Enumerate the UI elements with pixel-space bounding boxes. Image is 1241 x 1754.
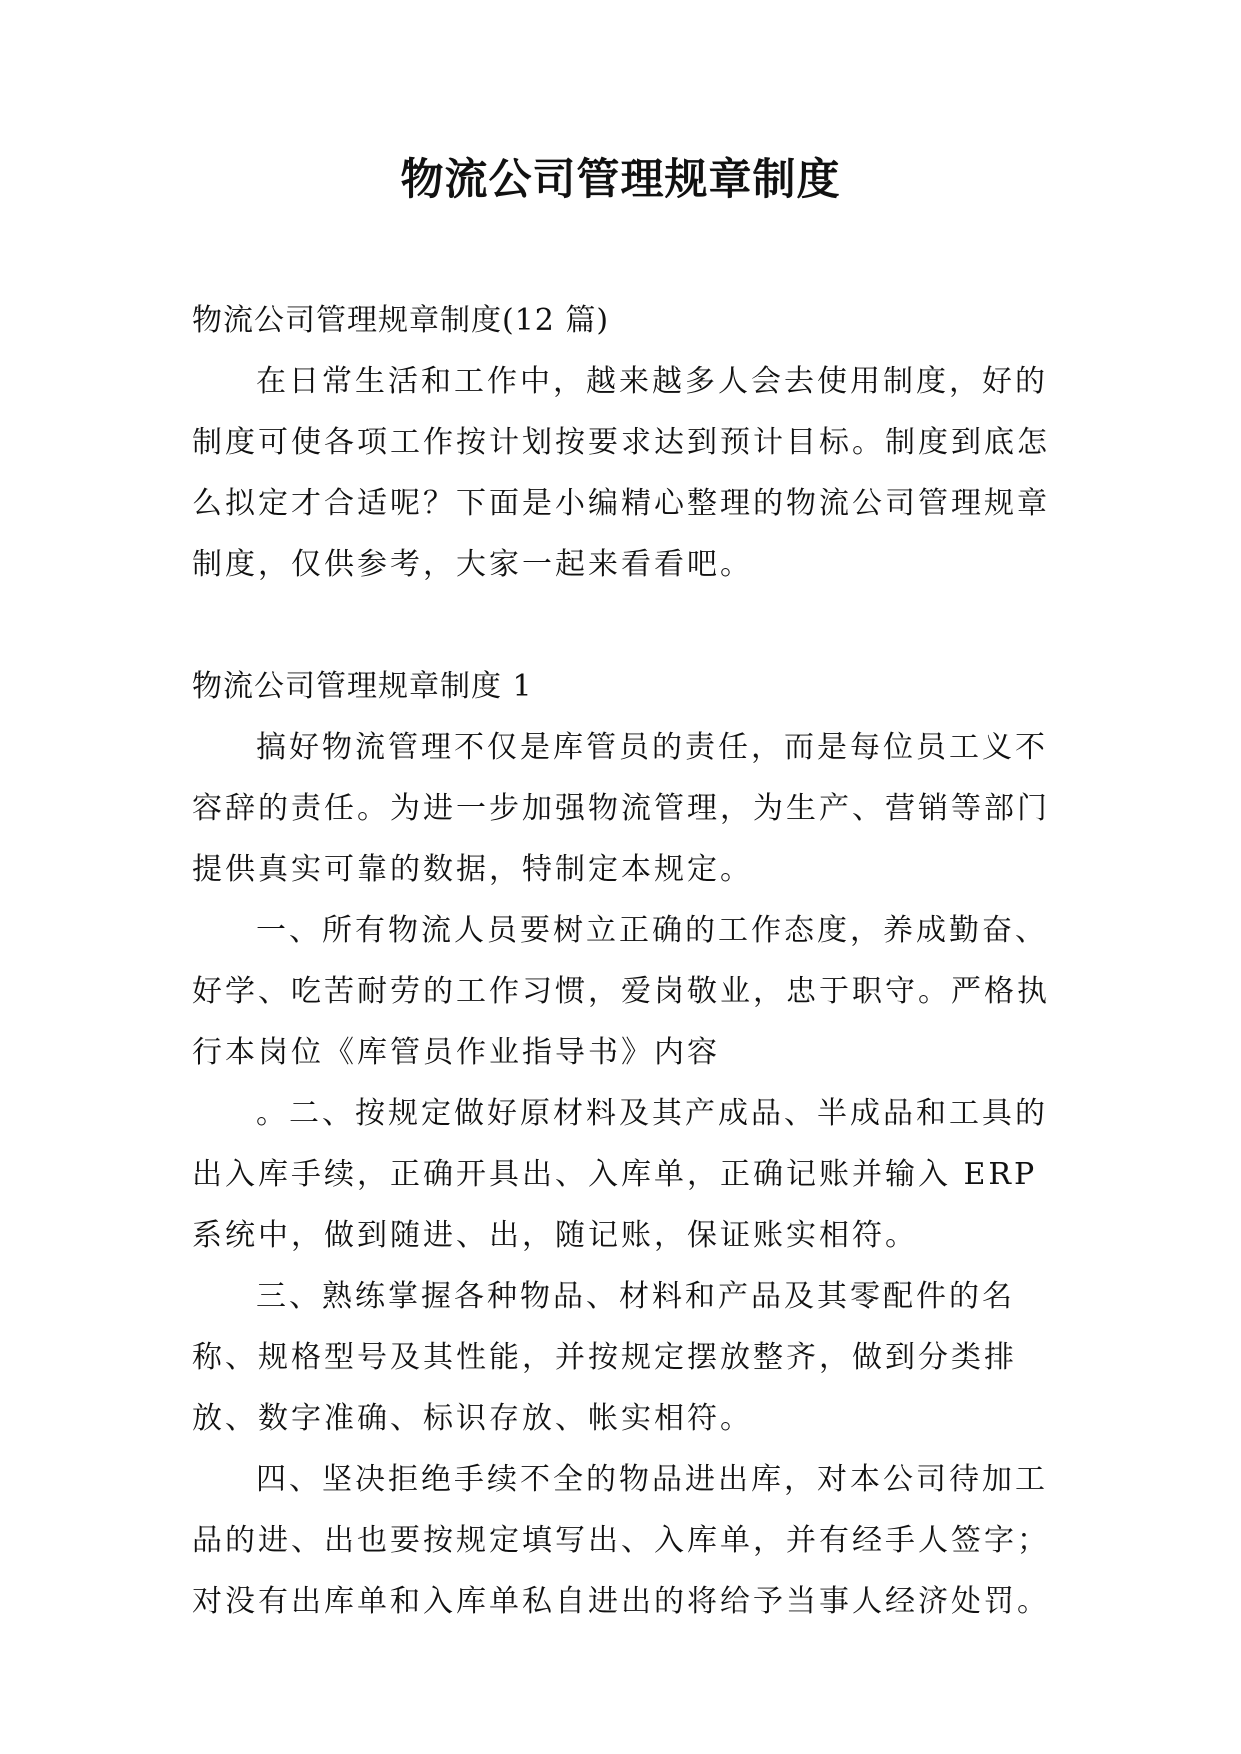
section-paragraph-5: 四、坚决拒绝手续不全的物品进出库，对本公司待加工品的进、出也要按规定填写出、入库单，并有经手人签字；对没有出库单和入库单私自进出的将给予当事人经济处罚。 [192, 1462, 1050, 1619]
document-subtitle: 物流公司管理规章制度(12 篇) [192, 303, 610, 338]
section-paragraph-2: 一、所有物流人员要树立正确的工作态度，养成勤奋、好学、吃苦耐劳的工作习惯，爱岗敬业，忠于职守。严格执行本岗位《库管员作业指导书》内容 [192, 913, 1050, 1070]
section-paragraph-4: 三、熟练掌握各种物品、材料和产品及其零配件的名称、规格型号及其性能，并按规定摆放整齐，做到分类排放、数字准确、标识存放、帐实相符。 [192, 1279, 1017, 1436]
intro-paragraph: 在日常生活和工作中，越来越多人会去使用制度，好的制度可使各项工作按计划按要求达到预计目标。制度到底怎么拟定才合适呢？下面是小编精心整理的物流公司管理规章制度，仅供参考，大家一起来看看吧。 [192, 364, 1050, 582]
document-title: 物流公司管理规章制度 [400, 155, 841, 205]
section-heading: 物流公司管理规章制度 1 [192, 669, 533, 704]
section-spacer [192, 595, 1058, 656]
section-paragraph-1: 搞好物流管理不仅是库管员的责任，而是每位员工义不容辞的责任。为进一步加强物流管理，为生产、营销等部门提供真实可靠的数据，特制定本规定。 [192, 730, 1050, 887]
document-body [192, 290, 1058, 1632]
section-paragraph-3: 。二、按规定做好原材料及其产成品、半成品和工具的出入库手续，正确开具出、入库单，正确记账并输入 ERP 系统中，做到随进、出，随记账，保证账实相符。 [192, 1096, 1048, 1253]
